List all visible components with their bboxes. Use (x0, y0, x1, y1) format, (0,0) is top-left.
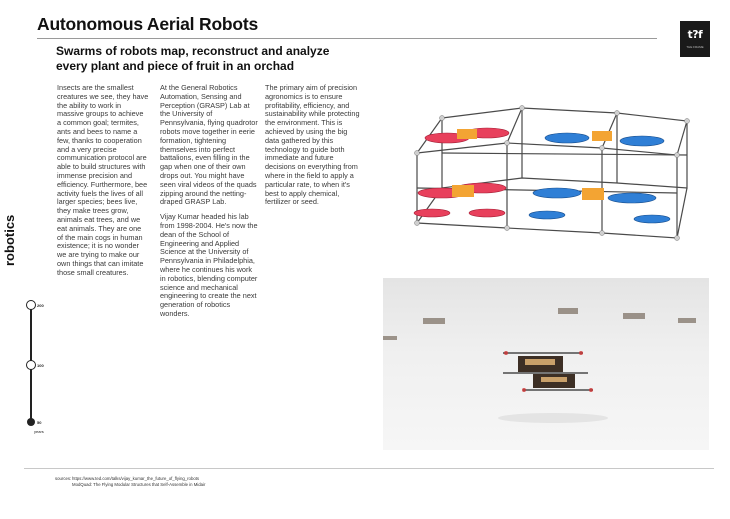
text-column-2 (160, 84, 258, 325)
timeline-tick-label: 50 (37, 420, 42, 425)
publisher-logo (680, 21, 710, 57)
modquad-structure-photo (387, 93, 709, 253)
footer-divider (24, 468, 714, 469)
page-title: Autonomous Aerial Robots (37, 14, 259, 34)
category-label: robotics (2, 214, 17, 266)
logo-subtext: THE FRAME (686, 45, 704, 49)
sources-block (55, 476, 205, 488)
text-column-3 (265, 84, 363, 213)
source-link[interactable]: https://www.ted.com/talks/vijay_kumar_the_future_of_flying_robots (72, 476, 200, 481)
swarm-illustration (383, 278, 709, 450)
sources-label: sources: (55, 476, 72, 481)
page-subtitle: Swarms of robots map, reconstruct and analyze every plant and piece of fruit in an orchad (56, 44, 330, 73)
text-column-1 (57, 84, 149, 284)
paragraph: The primary aim of precision agronomics is to ensure profitability, efficiency, and sustainability while protecting the environment. This is achieved by using the big data gathered by this technology to guide both immediate and future decisions on everything from where in the field to apply a particular rate, to when it's best to apply chemical, fertilizer or seed. (265, 83, 360, 207)
source-reference: ModQuad: The Flying Modular Structures that Self-Assemble in Midair (72, 482, 206, 487)
paragraph: Insects are the smallest creatures we see, they have the ability to work in massive groups to achieve a common goal; termites, ants and bees to name a few, thanks to cooperation and a very precise communication protocol are able to build structures with immense precision and efficiency. Furthermore, bee activity fuels the lives of all larger species; bees live, they make trees grow, animals eat trees, and we eat animals. They are one of the main cogs in human existence; it is no wonder we are trying to make our own things that can imitate those small creatures. (57, 83, 149, 277)
timeline-tick-open (26, 300, 36, 310)
paragraph: Vijay Kumar headed his lab from 1998-2004. He's now the dean of the School of Engineering and Applied Science at the University of Pennsylvania in Philadelphia, where he continues his work in robotics, blending computer science and mechanical engineering to create the next generation of robotics wonders. (160, 212, 258, 318)
timeline-tick-label: 200 (37, 303, 44, 308)
timeline-tick-label: 100 (37, 363, 44, 368)
quadrotor-swarm-photo (383, 278, 709, 450)
timeline-unit: years (34, 429, 44, 434)
timeline-tick-filled (27, 418, 35, 426)
drone-frame-illustration (387, 93, 709, 253)
title-divider (37, 38, 657, 39)
logo-text: t?f (687, 29, 703, 41)
paragraph: At the General Robotics Automation, Sensing and Perception (GRASP) Lab at the University of Pennsylvania, flying quadrotor robots move together in eerie formation, tightening themselves into perfect battalions, even filling in the gap when one of their own drops out. You might have seen viral videos of the quads zipping around the netting-draped GRASP Lab. (160, 83, 258, 207)
timeline-tick-open (26, 360, 36, 370)
